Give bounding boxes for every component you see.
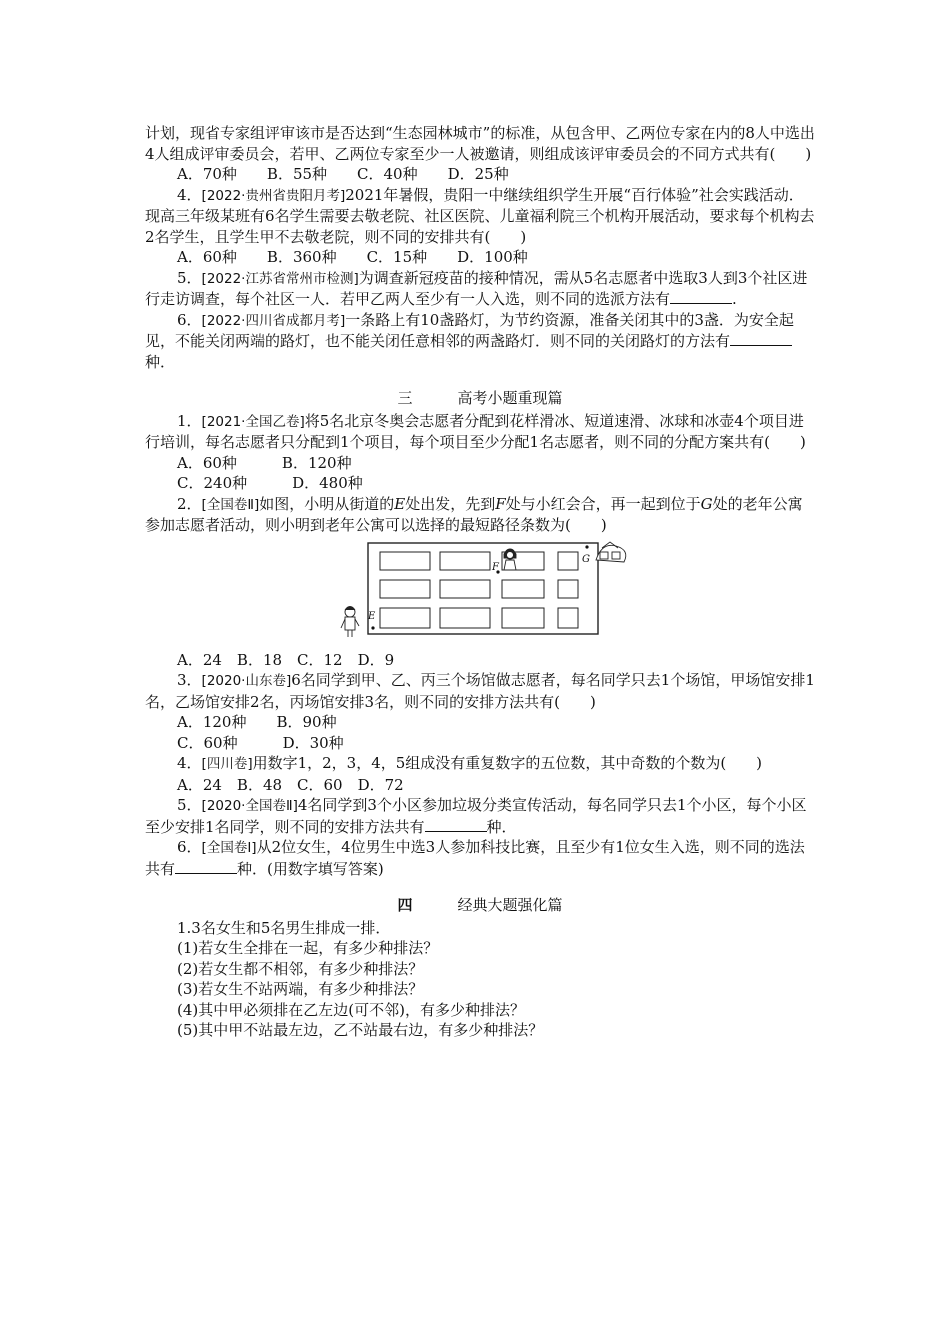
question-number: 4． <box>177 754 202 772</box>
question-text-end: . <box>732 290 737 308</box>
question-6 <box>145 310 815 373</box>
section-heading <box>145 895 815 916</box>
question-number: 1． <box>177 411 202 430</box>
street-map-figure <box>145 540 815 644</box>
question-5 <box>145 268 815 310</box>
question-number: 2． <box>177 494 202 513</box>
question-text-end: 种．(用数字填写答案) <box>237 859 384 878</box>
question-text: 处出发，先到 <box>405 494 496 513</box>
question-number: 3． <box>177 671 202 689</box>
sub-question: (3)若女生不站两端，有多少种排法？ <box>177 980 424 998</box>
question-3 <box>145 670 815 712</box>
sub-question: (2)若女生都不相邻，有多少种排法？ <box>177 959 424 978</box>
question-text: 为调查新冠疫苗的接种情况，需从5名志愿者中选取3人到3个社区进行走访调查，每个社区一人．若甲乙两人至少有一人入选，则不同的选派方法有 <box>145 268 808 308</box>
section-number: 三 <box>397 389 413 407</box>
question-4 <box>145 753 815 775</box>
question-source: [2020·山东卷] <box>201 673 292 689</box>
senior-home-icon <box>596 542 626 562</box>
question-source: [四川卷] <box>201 756 253 772</box>
question-text: 4名同学到3个小区参加垃圾分类宣传活动，每名同学只去1个小区，每个小区至少安排1名同学，则不同的安排方法共有 <box>145 796 807 836</box>
question-5 <box>145 795 815 837</box>
answer-options: A．60种 B．360种 C．15种 D．100种 <box>177 248 528 266</box>
answer-options: A．120种 B．90种 <box>177 713 337 731</box>
answer-blank[interactable] <box>175 859 237 874</box>
question-text: 2021年暑假，贵阳一中继续组织学生开展“百行体验”社会实践活动．现高三年级某班有6名学生需要去敬老院、社区医院、儿童福利院三个机构开展活动，要求每个机构去2名学生，且学生甲不去敬老院，则不同的安排共有( ) <box>145 185 815 246</box>
block <box>558 552 578 570</box>
question-text: 计划，现省专家组评审该市是否达到“生态园林城市”的标准，从包含甲、乙两位专家在内的8人中选出4人组成评审委员会，若甲、乙两位专家至少一人被邀请，则组成该评审委员会的不同方式共有( ) <box>145 124 815 163</box>
question-number: 6． <box>177 838 202 856</box>
block <box>440 552 490 570</box>
question-2 <box>145 494 815 536</box>
question-source: [2020·全国卷Ⅱ] <box>201 798 298 814</box>
question-source: [2021·全国乙卷] <box>201 413 305 430</box>
street-grid-diagram <box>340 540 640 640</box>
answer-options: A．60种 B．120种 <box>177 453 352 472</box>
question-text: 处的老年公寓参加志愿者活动，则小明到老年公寓可以选择的最短路径条数为( ) <box>145 494 803 534</box>
answer-options: C．240种 D．480种 <box>177 474 363 492</box>
point-label: G <box>700 494 713 513</box>
block <box>502 608 544 628</box>
section-heading <box>145 388 815 409</box>
question-text-end: 种． <box>145 352 176 371</box>
answer-blank[interactable] <box>425 817 487 832</box>
boy-figure-icon <box>341 606 359 637</box>
question-source: [2022·四川省成都月考] <box>201 312 346 329</box>
section-number: 四 <box>397 896 413 914</box>
answer-blank[interactable] <box>670 289 732 304</box>
question-number: 5． <box>177 268 202 287</box>
question-source: [全国卷Ⅰ] <box>201 840 257 856</box>
point-e <box>371 626 374 629</box>
answer-options: A．24 B．18 C．12 D．9 <box>177 650 395 669</box>
question-text: 将5名北京冬奥会志愿者分配到花样滑冰、短道速滑、冰球和冰壶4个项目进行培训，每名志愿者只分配到1个项目，每个项目至少分配1名志愿者，则不同的分配方案共有( ) <box>145 411 806 451</box>
block <box>558 608 578 628</box>
question-number: 5． <box>177 796 202 814</box>
question-6 <box>145 837 815 879</box>
block <box>380 552 430 570</box>
section-title: 经典大题强化篇 <box>457 896 563 914</box>
question-text: 从2位女生，4位男生中选3人参加科技比赛，且至少有1位女生入选，则不同的选法共有 <box>145 838 805 878</box>
block <box>440 580 490 598</box>
sub-question: (1)若女生全排在一起，有多少种排法？ <box>177 939 439 957</box>
question-number: 6． <box>177 310 202 329</box>
block <box>380 580 430 598</box>
sub-question: (4)其中甲必须排在乙左边(可不邻)，有多少种排法？ <box>177 1000 525 1019</box>
question-source: [全国卷Ⅱ] <box>201 496 260 513</box>
answer-blank[interactable] <box>730 331 792 346</box>
label-e: E <box>368 610 376 622</box>
question-4 <box>145 185 815 248</box>
question-text-end: 种． <box>486 817 517 836</box>
question-1 <box>145 411 815 453</box>
question-text: 一条路上有10盏路灯，为节约资源，准备关闭其中的3盏．为安全起见，不能关闭两端的路灯，也不能关闭任意相邻的两盏路灯．则不同的关闭路灯的方法有 <box>145 310 794 350</box>
question-text: 如图，小明从街道的 <box>259 494 395 513</box>
section-title: 高考小题重现篇 <box>457 389 563 407</box>
question-source: [2022·江苏省常州市检测] <box>201 270 359 287</box>
question-number: 4． <box>177 185 202 204</box>
label-f: F <box>492 561 499 573</box>
point-label: E <box>394 494 406 513</box>
answer-options: C．60种 D．30种 <box>177 733 344 752</box>
block <box>380 608 430 628</box>
question-text: 6名同学到甲、乙、丙三个场馆做志愿者，每名同学只去1个场馆，甲场馆安排1名，乙场馆安排2名，丙场馆安排3名，则不同的安排方法共有( ) <box>145 671 815 711</box>
worksheet-page <box>145 123 815 1041</box>
question-1: 1.3名女生和5名男生排成一排． <box>177 918 391 937</box>
question-text: 处与小红会合，再一起到位于 <box>505 494 701 513</box>
point-g <box>585 545 588 548</box>
question-source: [2022·贵州省贵阳月考] <box>201 187 346 204</box>
label-g: G <box>582 553 590 565</box>
answer-options: A．70种 B．55种 C．40种 D．25种 <box>177 165 509 183</box>
answer-options: A．24 B．48 C．60 D．72 <box>177 775 404 794</box>
question-text: 用数字1，2，3，4，5组成没有重复数字的五位数，其中奇数的个数为( ) <box>252 754 763 772</box>
sub-question: (5)其中甲不站最左边，乙不站最右边，有多少种排法？ <box>177 1021 544 1039</box>
block <box>558 580 578 598</box>
block <box>440 608 490 628</box>
block <box>502 580 544 598</box>
point-label: F <box>495 494 506 513</box>
